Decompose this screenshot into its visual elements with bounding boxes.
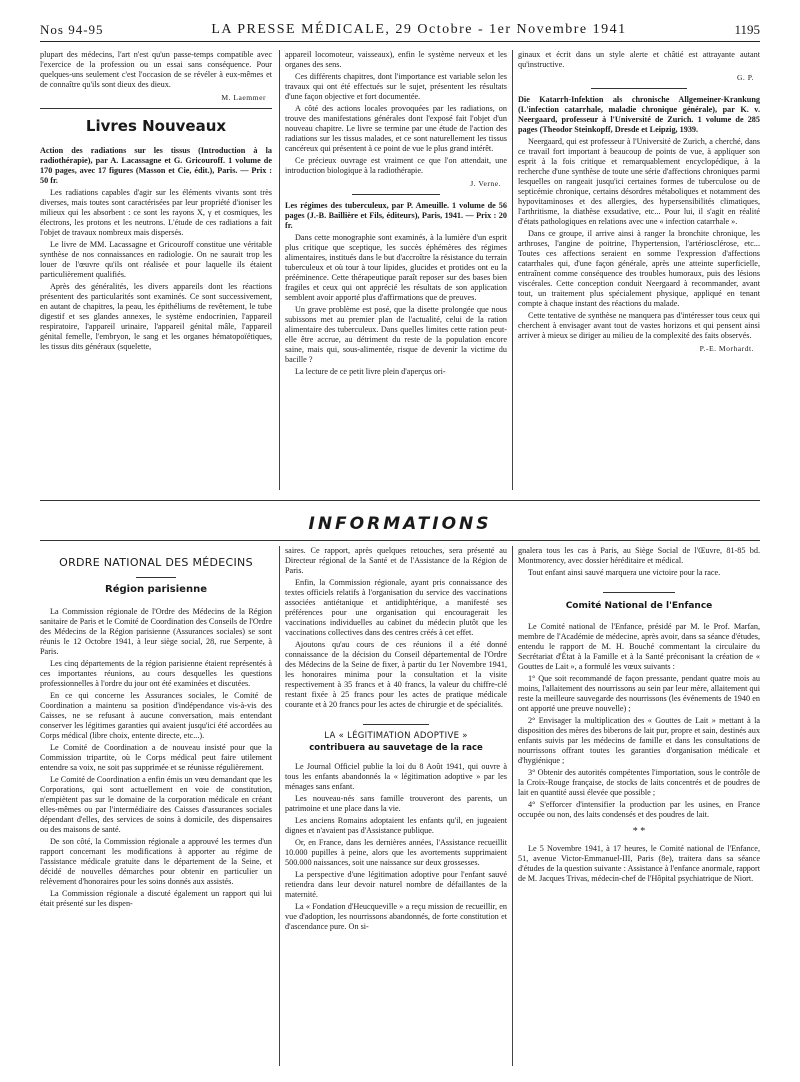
paragraph: Le 5 Novembre 1941, à 17 heures, le Comité national de l'Enfance, 51, avenue Victor-Emmanuel-III, Paris (8e), traitera dans sa séance d'études de la question suivante : Assistance à l'enfance anormale, rapport de M. Jacques Trivas, médecin-chef de l'Hôpital psychiatrique de Niort. (518, 844, 760, 884)
issue-number: Nos 94-95 (40, 22, 104, 37)
page-number: 1195 (734, 22, 760, 37)
paragraph: ginaux et écrit dans un style alerte et châtié est attrayante autant qu'instructive. (518, 50, 760, 69)
paragraph: Neergaard, qui est professeur à l'Université de Zurich, a cherché, dans ce travail fort important à beaucoup de points de vue, à appliquer son esprit à la fois critique et remarquablement encyclopédique, à la recherche d'une synthèse de toute une série d'affections chroniques parmi lesquelles on rangeait jusqu'ici certaines formes de tuberculose ou de septicémie chronique, certains désordres métaboliques et notamment des hypovitaminoses et des allergies, des hypersensibilités climatiques, l'arthritisme, la diathèse exsudative, etc... Pour lui, il s'agit en réalité d'états pathologiques en relations avec une « infection catarrhale ». (518, 137, 760, 227)
paragraph: Cette tentative de synthèse ne manquera pas d'intéresser tous ceux qui cherchent à envisager avant tout de vastes horizons et qui pensent ainsi arriver à mieux se diriger au milieu de la complexité des faits observés. (518, 311, 760, 341)
paragraph: saires. Ce rapport, après quelques retouches, sera présenté au Directeur régional de la Santé et de l'Assistance de la Région de Paris. (285, 546, 507, 575)
paragraph: De son côté, la Commission régionale a approuvé les termes d'un rapport concernant les modifications à apporter au régime de l'assistance médicale gratuite dans le département de la Seine, et décidé de nouvelles démarches pour obtenir en particulier un relèvement d'honoraires pour les soins donnés aux assistés. (40, 836, 272, 886)
divider (136, 577, 176, 578)
paragraph: Dans ce groupe, il arrive ainsi à ranger la bronchite chronique, les arthroses, l'angine de poitrine, l'hypertension, l'artériosclérose, etc... Toutes ces affections seraient en somme l'expression d'affections catarrhales qui, d'une façon générale, après une atteinte superficielle, entraînent comme conséquence des troubles humoraux, puis des lésions viscérales. Cette conception conduit Neergaard à recommander, avant tout, un traitement plus spécialement physique, appliqué en tenant compte à chaque instant des réactions du malade. (518, 229, 760, 309)
legitimation-subheading: contribuera au sauvetage de la race (309, 743, 483, 754)
signature-verne: J. Verne. (470, 179, 501, 188)
paragraph: Les cinq départements de la région parisienne étaient représentés à ces importantes réunions, au cours desquelles les questions professionnelles à l'ordre du jour ont été examinées et discutées. (40, 658, 272, 688)
middle-lower-column (285, 546, 507, 1066)
divider (352, 194, 441, 195)
review-title-tuberculeux: Les régimes des tuberculeux, par P. Ameuille. 1 volume de 56 pages (J.-B. Baillière et Fils, éditeurs), Paris, 1941. — Prix : 20 fr. (285, 201, 507, 231)
paragraph: 4° S'efforcer d'intensifier la production par les usines, en France occupée ou non, des laits condensés et des poudres de lait. (518, 799, 760, 819)
upper-column-1 (40, 50, 272, 490)
paragraph: 3° Obtenir des autorités compétentes l'importation, sous le contrôle de la Croix-Rouge française, de stocks de laits concentrés et de poudres de lait en quantité aussi élevée que possible ; (518, 767, 760, 797)
paragraph: Dans cette monographie sont examinés, à la lumière d'un esprit plus critique que sceptique, les succès éphémères des régimes alimentaires, institués dans le but d'accroître la résistance du terrain tuberculeux et où tour à tour lipides, glucides et protides ont eu la prééminence. Cette thérapeutique paraît reposer sur des bases bien fragiles et ceux qui ont apprécié les résultats de son application semblent avoir apporté plus d'affirmations que de preuves. (285, 233, 507, 303)
paragraph: Le Comité national de l'Enfance, présidé par M. le Prof. Marfan, membre de l'Académie de médecine, après avoir, dans sa séance d'études, entendu le rapport de M. H. Bouché commentant la circulaire du Secrétariat d'État à la Famille et à la Santé préconisant la création de « Gouttes de Lait », a formulé les vœux suivants : (518, 621, 760, 671)
signature-gp: G. P. (736, 73, 754, 82)
paragraph: A côté des actions locales provoquées par les radiations, on trouve des manifestations générales dont l'exposé fait l'objet d'un nouveau chapitre. Le livre se termine par une étude de l'action des radiations sur les tissus malades, et ce sont naturellement les tissus cancéreux qui présentent à ce point de vue le plus grand intérêt. (285, 104, 507, 153)
separator-stars: * * (632, 825, 646, 837)
column-divider (279, 50, 280, 490)
ordre-heading: ORDRE NATIONAL DES MÉDECINS (59, 556, 253, 569)
paragraph: La Commission régionale de l'Ordre des Médecins de la Région sanitaire de Paris et le Comité de Coordination des Conseils de l'Ordre des Médecins de la Région parisienne (Assurances sociales) se sont réunis le 12 Octobre 1941, à leur siège social, 28, rue Serpente, à Paris. (40, 606, 272, 656)
paragraph: Les nouveau-nés sans famille trouveront des parents, un patrimoine et une place dans la vie. (285, 793, 507, 813)
right-lower-column (518, 546, 760, 1066)
divider (363, 724, 430, 725)
ordre-column (40, 546, 272, 1066)
legitimation-heading: LA « LÉGITIMATION ADOPTIVE » (324, 731, 468, 741)
signature-morhardt: P.-E. Morhardt. (699, 344, 754, 354)
column-divider (512, 50, 513, 490)
section-title-livres-nouveaux: Livres Nouveaux (85, 117, 227, 136)
paragraph: Enfin, la Commission régionale, ayant pris connaissance des textes officiels relatifs à l'organisation du service des vaccinations associées antiétanique et antidiphtérique, a manifesté ses préférences pour une organisation qui encouragerait les vaccinations individuelles au cabinet du médecin plutôt que les vaccinations collectives dans des centres créés à cet effet. (285, 578, 507, 637)
comite-enfance-heading: Comité National de l'Enfance (565, 601, 713, 611)
paragraph: Ces différents chapitres, dont l'importance est variable selon les travaux qui ont été effectués sur le sujet, présentent les résultats d'une façon objective et fort documentée. (285, 72, 507, 101)
lead-paragraph: plupart des médecins, l'art n'est qu'un passe-temps compatible avec l'exercice de la profession ou un essai sans conséquence. Pour quelques-uns seulement c'est l'occasion de se révéler à eux-mêmes et de connaître qu'ils sont dieux des dieux. (40, 50, 272, 89)
masthead (40, 16, 760, 42)
review-title-radiations: Action des radiations sur les tissus (Introduction à la radiothérapie), par A. Lacassagne et G. Gricouroff. 1 volume de 170 pages, avec 17 figures (Masson et Cie, édit.), Paris. — Prix : 50 fr. (40, 145, 272, 185)
region-parisienne-heading: Région parisienne (105, 584, 207, 596)
upper-column-3 (518, 50, 760, 490)
paragraph: Le Journal Officiel publie la loi du 8 Août 1941, qui ouvre à tous les enfants abandonnés la « légitimation adoptive » par les ménages sans enfant. (285, 761, 507, 791)
review-title-katarrh: Die Katarrh-Infektion als chronische Allgemeiner-Krankung (L'infection catarrhale, maladie chronique générale), par K. v. Neergaard, professeur à l'Université de Zurich. 1 volume de 285 pages (Theodor Steinkopff, Dresde et Leipzig, 1939. (518, 95, 760, 135)
paragraph: Les radiations capables d'agir sur les éléments vivants sont très diverses, mais toutes sont caractérisées par leur propriété d'ioniser les milieux qui les absorbent : ce sont les rayons X, γ et cosmiques, les électrons, les protons et les neutrons. L'étude de ces radiations a fait l'objet de travaux nombreux mais dispersés. (40, 187, 272, 237)
informations-heading: INFORMATIONS (308, 514, 492, 534)
paragraph: Après des généralités, les divers appareils dont les réactions présentent des particularités sont examinés. Ce sont successivement, en autant de chapitres, la peau, les épithéliums de revêtement, le tube digestif et ses glandes annexes, le système endocrinien, l'appareil respiratoire, l'appareil urinaire, l'appareil génital mâle, l'appareil génital femelle, l'embryon, le sang et les organes hématopoïétiques, les tissus dits généraux (squelette, (40, 281, 272, 351)
paragraph: 2° Envisager la multiplication des « Gouttes de Lait » mettant à la disposition des mères des biberons de lait pur, propre et sain, destinés aux enfants suivis par les médecins de famille et dans les consultations de nourrissons offrant toutes les garanties d'organisation médicale et d'hygiénique ; (518, 715, 760, 765)
paragraph: Le livre de MM. Lacassagne et Gricouroff constitue une véritable synthèse de nos connaissances en radiologie. On ne saurait trop les louer de l'œuvre qu'ils ont réalisée et pour laquelle ils étaient particulièrement qualifiés. (40, 239, 272, 279)
signature-laemmer: M. Laemmer (221, 93, 266, 102)
paragraph: La perspective d'une légitimation adoptive pour l'enfant sauvé retiendra dans leur devoir naturel nombre de défaillantes de la maternité. (285, 869, 507, 899)
paragraph: Ce précieux ouvrage est vraiment ce que l'on attendait, une introduction biologique à la radiothérapie. (285, 156, 507, 175)
paragraph: Les anciens Romains adoptaient les enfants qu'il, en jugeaient dignes et n'avaient pas d'Assistance publique. (285, 815, 507, 835)
section-rule-bottom (40, 540, 760, 541)
paragraph: 1° Que soit recommandé de façon pressante, pendant quatre mois au moins, l'allaitement des nourrissons au sein par leur mère, allaitement qui reste la meilleure sauvegarde des nourrissons (les événements de 1940 en ont apporté une preuve nouvelle) ; (518, 673, 760, 713)
column-divider (279, 546, 280, 1066)
paragraph: Or, en France, dans les dernières années, l'Assistance recueillit 10.000 pupilles à peine, alors que les avortements supprimaient 500.000 naissances, soit une naissance sur deux grossesses. (285, 837, 507, 867)
paragraph: En ce qui concerne les Assurances sociales, le Comité de Coordination a maintenu sa position d'indépendance vis-à-vis des Caisses, ne se refusant à aucune conversation, mais entendant conserver les légitimes garanties qui avaient jusqu'ici été accordées au Corps médical (libre choix, entente directe, etc...). (40, 690, 272, 740)
paragraph: Ajoutons qu'au cours de ces réunions il a été donné connaissance de la décision du Conseil départemental de l'Ordre des Médecins de la Seine de fixer, à partir du 1er Novembre 1941, les honoraires minima pour la consultation et la visite respectivement à 35 francs et à 40 francs, la valeur du chiffre-clé restant fixée à 25 francs pour les actes de pratique médicale courante et à 20 francs pour les actes de chirurgie et de spécialités. (285, 640, 507, 709)
section-rule-top (40, 500, 760, 501)
paragraph: gnalera tous les cas à Paris, au Siège Social de l'Œuvre, 81-85 bd. Montmorency, avec dossier héréditaire et médical. (518, 546, 760, 565)
paragraph: appareil locomoteur, vaisseaux), enfin le système nerveux et les organes des sens. (285, 50, 507, 69)
upper-column-2 (285, 50, 507, 490)
journal-title: LA PRESSE MÉDICALE, 29 Octobre - 1er Novembre 1941 (211, 22, 627, 37)
paragraph: La « Fondation d'Heucqueville » a reçu mission de recueillir, en vue d'adoption, les nourrissons abandonnés, de forte constitution et d'ascendance pure. On si- (285, 901, 507, 931)
paragraph: Le Comité de Coordination a enfin émis un vœu demandant que les Corporations, qui sont actuellement en voie de constitution, n'empiètent pas sur le domaine de la corporation médicale en créant elles-mêmes ou par l'intermédiaire des Caisses d'assurances sociales dépendant d'elles, des services de soins à domicile, des dispensaires ou des maisons de santé. (40, 774, 272, 834)
divider (40, 108, 272, 109)
divider (591, 88, 688, 89)
paragraph: Le Comité de Coordination a de nouveau insisté pour que la Commission tripartite, où le Corps médical peut faire utilement entendre sa voix, ne soit pas supprimée et se réunisse régulièrement. (40, 742, 272, 772)
divider (603, 592, 676, 593)
paragraph: La lecture de ce petit livre plein d'aperçus ori- (295, 367, 446, 377)
paragraph: Un grave problème est posé, que la disette prolongée que nous subissons met au premier plan de l'actualité, celui de la ration alimentaire des tuberculeux. Dans quelles limites cette ration peut-elle être accrue, au détriment du reste de la population encore saine, mais qui, sous-alimentée, risque de devenir la victime du bacille ? (285, 305, 507, 365)
paragraph: Tout enfant ainsi sauvé marquera une victoire pour la race. (528, 568, 721, 577)
paragraph: La Commission régionale a discuté également un rapport qui lui était présenté sur les dispen- (40, 888, 272, 908)
column-divider (512, 546, 513, 1066)
